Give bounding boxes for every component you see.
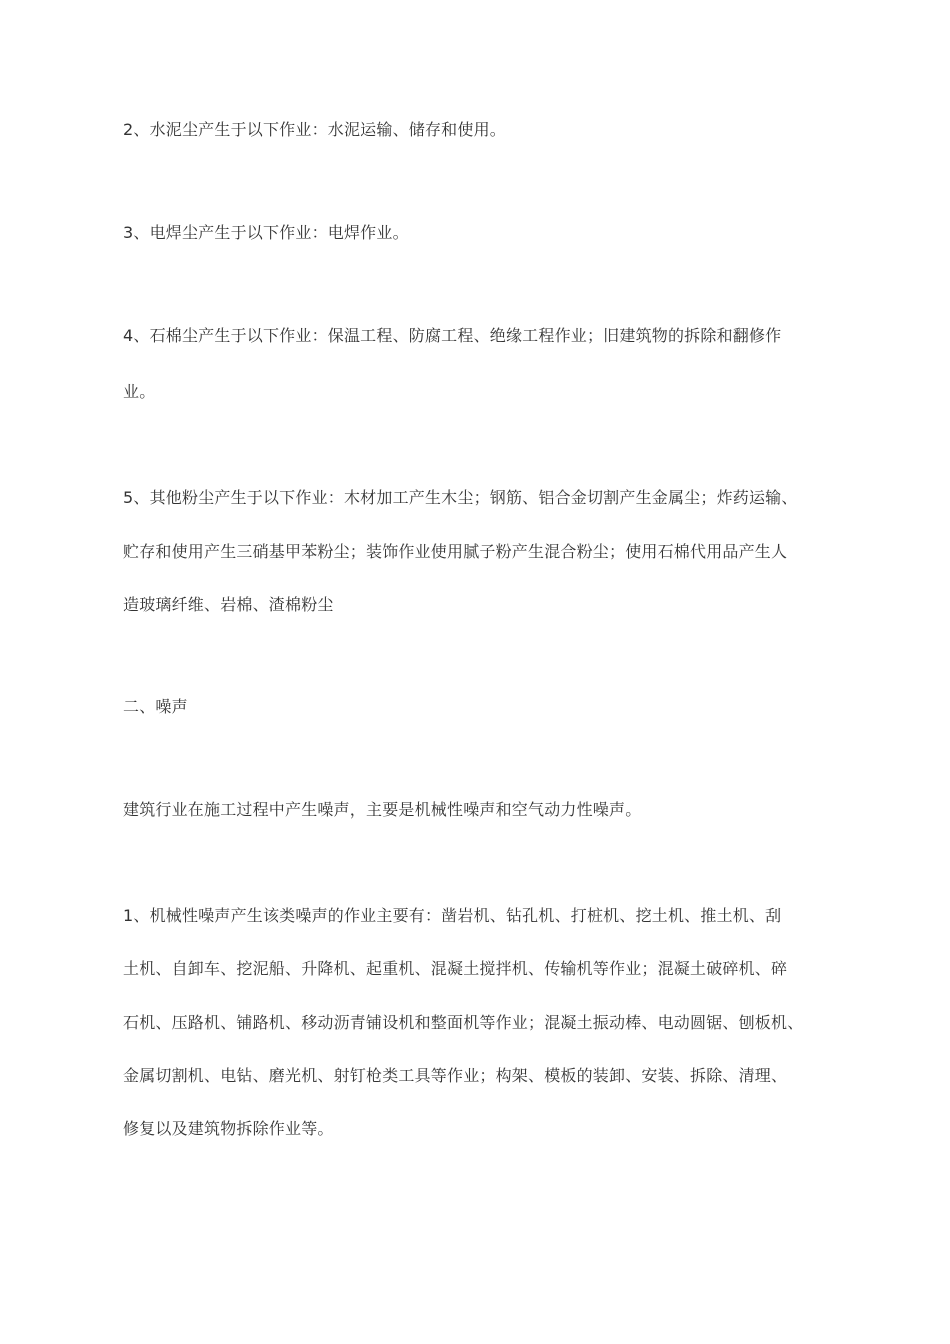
paragraph-other-dust-line-3: 造玻璃纤维、岩棉、渣棉粉尘 [123, 595, 334, 614]
paragraph-other-dust-line-1: 5、其他粉尘产生于以下作业：木材加工产生木尘；钢筋、铝合金切割产生金属尘；炸药运输、 [123, 488, 798, 507]
paragraph-mechanical-noise-line-1: 1、机械性噪声产生该类噪声的作业主要有：凿岩机、钻孔机、打桩机、挖土机、推土机、刮 [123, 906, 782, 925]
paragraph-mechanical-noise-line-5: 修复以及建筑物拆除作业等。 [123, 1119, 334, 1138]
paragraph-other-dust-line-2: 贮存和使用产生三硝基甲苯粉尘；装饰作业使用腻子粉产生混合粉尘；使用石棉代用品产生人 [123, 542, 788, 561]
paragraph-mechanical-noise-line-3: 石机、压路机、铺路机、移动沥青铺设机和整面机等作业；混凝土振动棒、电动圆锯、刨板机、 [123, 1013, 804, 1032]
paragraph-mechanical-noise-line-4: 金属切割机、电钻、磨光机、射钉枪类工具等作业；构架、模板的装卸、安装、拆除、清理、 [123, 1066, 788, 1085]
paragraph-welding-dust: 3、电焊尘产生于以下作业：电焊作业。 [123, 223, 409, 242]
section-heading-noise: 二、噪声 [123, 697, 188, 716]
paragraph-asbestos-dust-line-1: 4、石棉尘产生于以下作业：保温工程、防腐工程、绝缘工程作业；旧建筑物的拆除和翻修作 [123, 326, 782, 345]
paragraph-noise-intro: 建筑行业在施工过程中产生噪声，主要是机械性噪声和空气动力性噪声。 [123, 800, 642, 819]
paragraph-asbestos-dust-line-2: 业。 [123, 382, 156, 401]
paragraph-cement-dust: 2、水泥尘产生于以下作业：水泥运输、储存和使用。 [123, 120, 506, 139]
paragraph-mechanical-noise-line-2: 土机、自卸车、挖泥船、升降机、起重机、混凝土搅拌机、传输机等作业；混凝土破碎机、碎 [123, 959, 788, 978]
